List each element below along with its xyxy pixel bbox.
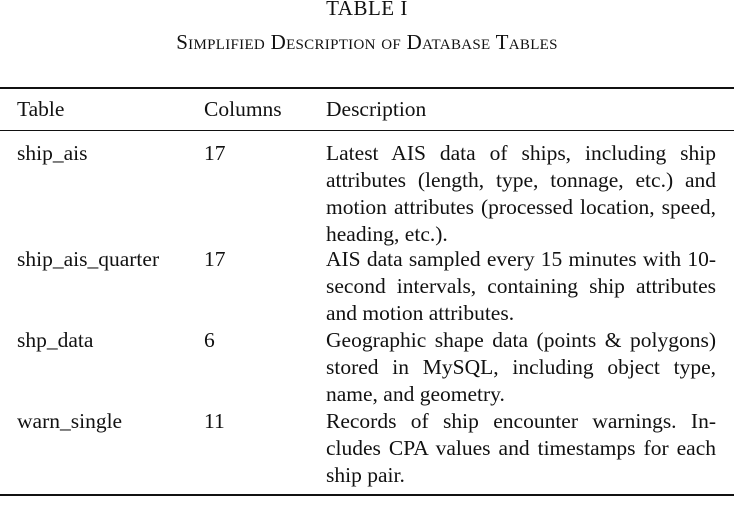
row-1-column-count: 17 bbox=[204, 141, 226, 165]
top-rule bbox=[0, 87, 734, 89]
row-2-column-count: 17 bbox=[204, 247, 226, 271]
row-3-description: Geographic shape data (points & polygons) stored in MySQL, including object type, name, and geometry. bbox=[326, 328, 716, 406]
row-2-table-name: ship_ais_quarter bbox=[17, 247, 160, 271]
bottom-rule bbox=[0, 494, 734, 496]
row-1-description: Latest AIS data of ships, including ship attributes (length, type, tonnage, etc.) and motion attributes (processed location, speed, heading, etc.). bbox=[326, 141, 716, 246]
row-4-description: Records of ship encounter warnings. Includes CPA values and timestamps for each ship pair. bbox=[326, 409, 716, 487]
row-4-column-count: 11 bbox=[204, 409, 225, 433]
table-caption-label: TABLE I bbox=[326, 0, 408, 20]
row-2-description: AIS data sampled every 15 minutes with 10-second intervals, containing ship attributes and motion attributes. bbox=[326, 247, 716, 325]
row-4-table-name: warn_single bbox=[17, 409, 123, 433]
row-3-table-name: shp_data bbox=[17, 328, 94, 352]
header-table: Table bbox=[17, 97, 65, 121]
header-columns: Columns bbox=[204, 97, 282, 121]
table-caption-title: Simplified Description of Database Tables bbox=[176, 30, 558, 54]
row-3-column-count: 6 bbox=[204, 328, 215, 352]
header-rule bbox=[0, 130, 734, 131]
row-1-table-name: ship_ais bbox=[17, 141, 88, 165]
header-description: Description bbox=[326, 97, 427, 121]
